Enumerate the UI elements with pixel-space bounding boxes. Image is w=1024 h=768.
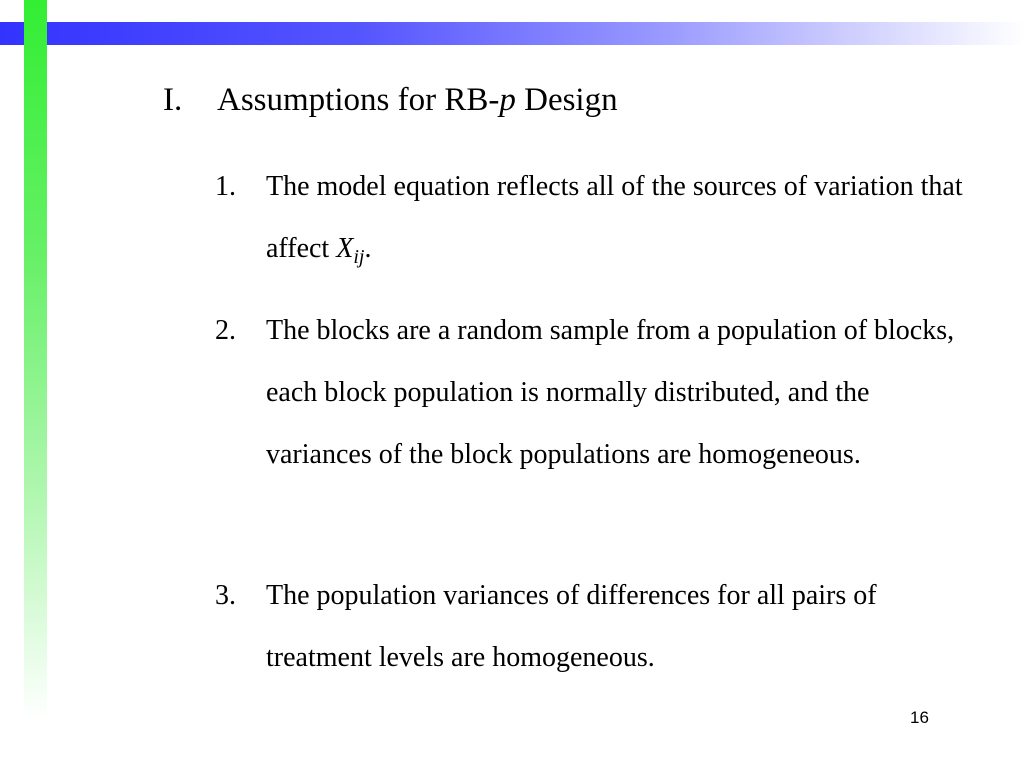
slide-heading [163, 78, 618, 122]
item-text-before: The model equation reflects all of the sources of variation that affect [266, 171, 963, 264]
item-number: 1. [215, 171, 236, 202]
item-number: 3. [215, 580, 236, 611]
math-subscript: ij [353, 246, 365, 268]
item-text: The blocks are a random sample from a population of blocks, each block population is normally distributed, and the variances of the block populations are homogeneous. [266, 315, 955, 470]
assumption-item-2 [215, 300, 975, 486]
item-text [266, 156, 975, 288]
heading-title-italic: p [499, 82, 516, 118]
item-number: 2. [215, 315, 236, 346]
item-text-after: . [364, 233, 372, 264]
top-decorative-bar [0, 22, 1024, 45]
page-number: 16 [910, 708, 929, 727]
heading-title-suffix: Design [515, 82, 618, 118]
math-variable: X [336, 233, 354, 264]
item-text: The population variances of differences for all pairs of treatment levels are homogeneous. [266, 580, 877, 673]
heading-title-prefix: Assumptions for RB- [217, 82, 500, 118]
assumption-item-1 [215, 156, 975, 288]
heading-numeral: I. [163, 82, 183, 118]
assumption-item-3 [215, 565, 975, 689]
side-decorative-bar [24, 0, 47, 720]
